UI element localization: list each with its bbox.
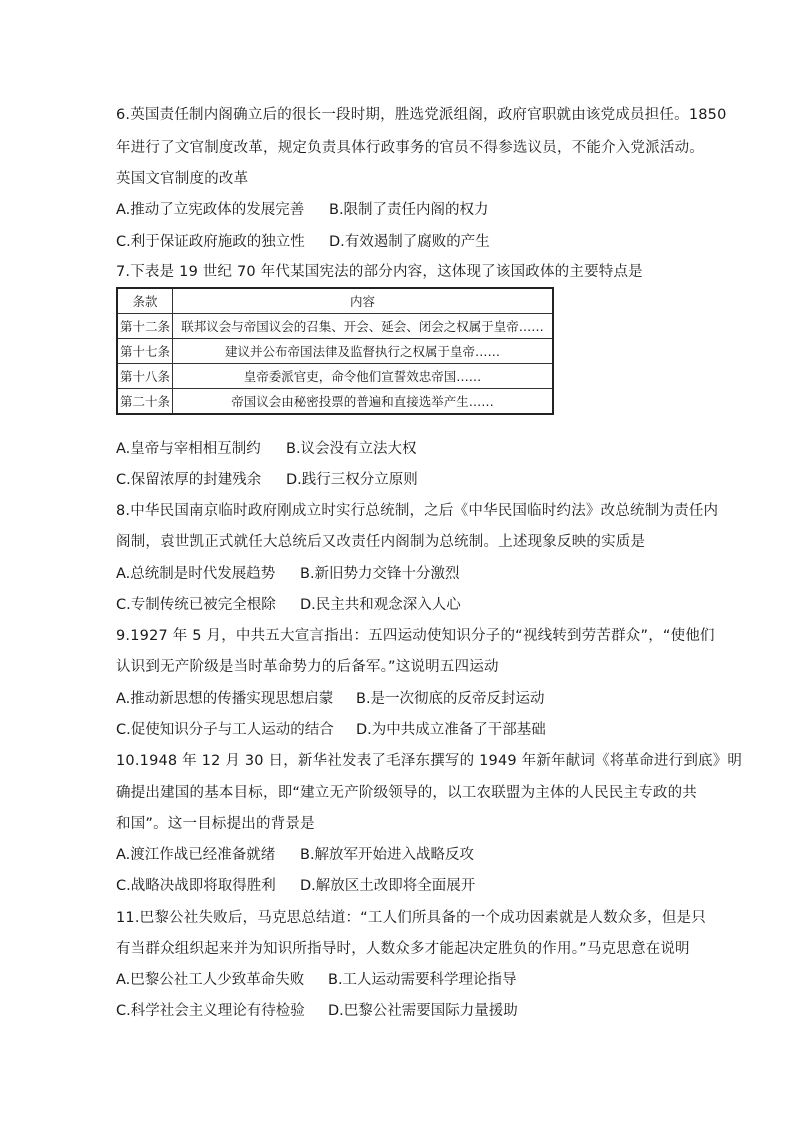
q6-option-a[interactable]: A.推动了立宪政体的发展完善	[116, 202, 305, 218]
q7-option-a[interactable]: A.皇帝与宰相相互制约	[116, 441, 261, 457]
q11-stem-line2: 有当群众组织起来并为知识所指导时，人数众多才能起决定胜负的作用。”马克思意在说明	[116, 941, 690, 957]
q6-option-d[interactable]: D.有效遏制了腐败的产生	[329, 234, 490, 250]
q8-stem-line2: 阁制，袁世凯正式就任大总统后又改责任内阁制为总统制。上述现象反映的实质是	[116, 534, 646, 550]
q9-option-b[interactable]: B.是一次彻底的反帝反封运动	[356, 691, 545, 707]
q9-option-c[interactable]: C.促使知识分子与工人运动的结合	[116, 722, 334, 738]
q8-option-b[interactable]: B.新旧势力交锋十分激烈	[300, 566, 460, 582]
q10-stem-line1: 10.1948 年 12 月 30 日，新华社发表了毛泽东撰写的 1949 年新年献词《将革命进行到底》明	[116, 753, 743, 769]
q6-stem-line1: 6.英国责任制内阁确立后的很长一段时期，胜选党派组阁，政府官职就由该党成员担任。1850	[116, 107, 727, 123]
q10-stem-line3: 和国”。这一目标提出的背景是	[116, 816, 315, 832]
q8-stem-line1: 8.中华民国南京临时政府刚成立时实行总统制，之后《中华民国临时约法》改总统制为责任内	[116, 503, 719, 519]
table-row	[117, 389, 553, 415]
table-cell-clause: 第二十条	[117, 389, 173, 415]
table-row	[117, 364, 553, 389]
q11-stem-line1: 11.巴黎公社失败后，马克思总结道：“工人们所具备的一个成功因素就是人数众多，但是只	[116, 910, 706, 926]
q7-constitution-table	[116, 287, 554, 415]
table-cell-clause: 第十二条	[117, 314, 173, 339]
table-header-clause: 条款	[117, 288, 173, 314]
q7-option-c[interactable]: C.保留浓厚的封建残余	[116, 472, 262, 488]
q7-option-d[interactable]: D.践行三权分立原则	[286, 472, 418, 488]
table-cell-content: 帝国议会由秘密投票的普遍和直接选举产生……	[173, 389, 554, 415]
q9-option-a[interactable]: A.推动新思想的传播实现思想启蒙	[116, 691, 334, 707]
table-header-content: 内容	[173, 288, 554, 314]
q6-stem-line2: 年进行了文官制度改革，规定负责具体行政事务的官员不得参选议员，不能介入党派活动。	[116, 140, 704, 156]
q10-stem-line2: 确提出建国的基本目标，即“建立无产阶级领导的，以工农联盟为主体的人民民主专政的共	[116, 785, 698, 801]
q6-option-b[interactable]: B.限制了责任内阁的权力	[329, 202, 489, 218]
table-row	[117, 314, 553, 339]
q8-option-c[interactable]: C.专制传统已被完全根除	[116, 597, 276, 613]
q8-option-a[interactable]: A.总统制是时代发展趋势	[116, 566, 276, 582]
table-header-row	[117, 288, 553, 314]
q10-option-b[interactable]: B.解放军开始进入战略反攻	[300, 847, 475, 863]
q9-stem-line1: 9.1927 年 5 月，中共五大宣言指出：五四运动使知识分子的“视线转到劳苦群众”，“使他们	[116, 628, 715, 644]
q8-option-d[interactable]: D.民主共和观念深入人心	[300, 597, 461, 613]
table-cell-content: 皇帝委派官吏，命令他们宣誓效忠帝国……	[173, 364, 554, 389]
q6-option-c[interactable]: C.利于保证政府施政的独立性	[116, 234, 305, 250]
q10-option-d[interactable]: D.解放区土改即将全面展开	[300, 878, 476, 894]
q11-option-d[interactable]: D.巴黎公社需要国际力量援助	[328, 1003, 518, 1019]
q6-stem-line3: 英国文官制度的改革	[116, 171, 249, 187]
q7-stem-line1: 7.下表是 19 世纪 70 年代某国宪法的部分内容，这体现了该国政体的主要特点是	[116, 264, 643, 280]
table-cell-clause: 第十八条	[117, 364, 173, 389]
table-cell-content: 联邦议会与帝国议会的召集、开会、延会、闭会之权属于皇帝……	[173, 314, 554, 339]
table-cell-content: 建议并公布帝国法律及监督执行之权属于皇帝……	[173, 339, 554, 364]
q10-option-c[interactable]: C.战略决战即将取得胜利	[116, 878, 276, 894]
table-cell-clause: 第十七条	[117, 339, 173, 364]
q11-option-b[interactable]: B.工人运动需要科学理论指导	[328, 972, 517, 988]
q9-option-d[interactable]: D.为中共成立准备了干部基础	[356, 722, 546, 738]
q7-option-b[interactable]: B.议会没有立法大权	[286, 441, 417, 457]
q10-option-a[interactable]: A.渡江作战已经准备就绪	[116, 847, 276, 863]
q11-option-c[interactable]: C.科学社会主义理论有待检验	[116, 1003, 305, 1019]
q9-stem-line2: 认识到无产阶级是当时革命势力的后备军。”这说明五四运动	[116, 659, 499, 675]
table-row	[117, 339, 553, 364]
q11-option-a[interactable]: A.巴黎公社工人少致革命失败	[116, 972, 305, 988]
